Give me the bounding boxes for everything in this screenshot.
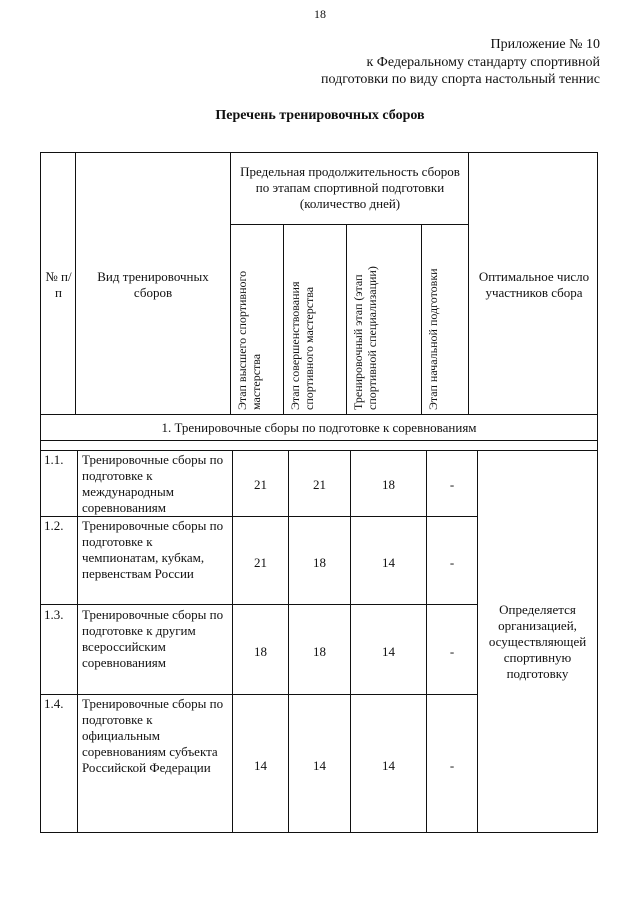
row-value-stage3: 14: [382, 644, 395, 659]
row-value-stage1: 14: [254, 758, 267, 773]
row-number: 1.2.: [44, 518, 64, 533]
appendix-header: [321, 36, 600, 89]
row-number: 1.1.: [44, 452, 64, 467]
row-value-stage3: 14: [382, 555, 395, 570]
row-value-stage2: 18: [313, 555, 326, 570]
training-camps-table: [40, 152, 598, 833]
row-number: 1.3.: [44, 607, 64, 622]
row-camp-name: Тренировочные сборы по подготовке к чемпионатам, кубкам, первенствам России: [82, 518, 224, 581]
header-stage-initial: Этап начальной подготовки: [426, 268, 440, 410]
header-camp-type: Вид тренировочных сборов: [97, 269, 209, 300]
header-stage-higher-mastery: Этап высшего спортивного мастерства: [235, 270, 263, 410]
optimal-participants-value: Определяется организацией, осуществляющей спортивную подготовку: [488, 602, 587, 681]
row-value-stage3: 14: [382, 758, 395, 773]
row-value-stage4: -: [449, 644, 455, 659]
row-number: 1.4.: [44, 696, 64, 711]
page-number: 18: [314, 7, 326, 21]
header-number: № п/п: [45, 269, 72, 300]
row-value-stage2: 18: [313, 644, 326, 659]
appendix-line-2: к Федеральному стандарту спортивной: [366, 54, 600, 70]
row-camp-name: Тренировочные сборы по подготовке к другим всероссийским соревнованиям: [82, 607, 224, 670]
row-value-stage4: -: [449, 555, 455, 570]
appendix-line-3: подготовки по виду спорта настольный теннис: [321, 72, 600, 87]
section-title: 1. Тренировочные сборы по подготовке к соревнованиям: [161, 419, 477, 435]
header-stage-training: Тренировочный этап (этап спортивной специализации): [351, 266, 379, 410]
row-value-stage1: 21: [254, 477, 267, 492]
row-value-stage2: 14: [313, 758, 326, 773]
header-optimal-participants: Оптимальное число участников сбора: [478, 269, 590, 300]
row-value-stage3: 18: [382, 477, 395, 492]
row-value-stage1: 18: [254, 644, 267, 659]
row-camp-name: Тренировочные сборы по подготовке к международным соревнованиям: [82, 452, 224, 515]
document-title: Перечень тренировочных сборов: [215, 108, 425, 123]
row-value-stage4: -: [449, 477, 455, 492]
row-camp-name: Тренировочные сборы по подготовке к официальным соревнованиям субъекта Российской Федерации: [82, 696, 224, 775]
row-value-stage1: 21: [254, 555, 267, 570]
row-value-stage2: 21: [313, 477, 326, 492]
header-stage-improvement: Этап совершенствования спортивного мастерства: [288, 281, 316, 410]
header-duration: Предельная продолжительность сборов по этапам спортивной подготовки (количество дней): [240, 164, 460, 211]
row-value-stage4: -: [449, 758, 455, 773]
appendix-line-1: Приложение № 10: [490, 37, 600, 52]
